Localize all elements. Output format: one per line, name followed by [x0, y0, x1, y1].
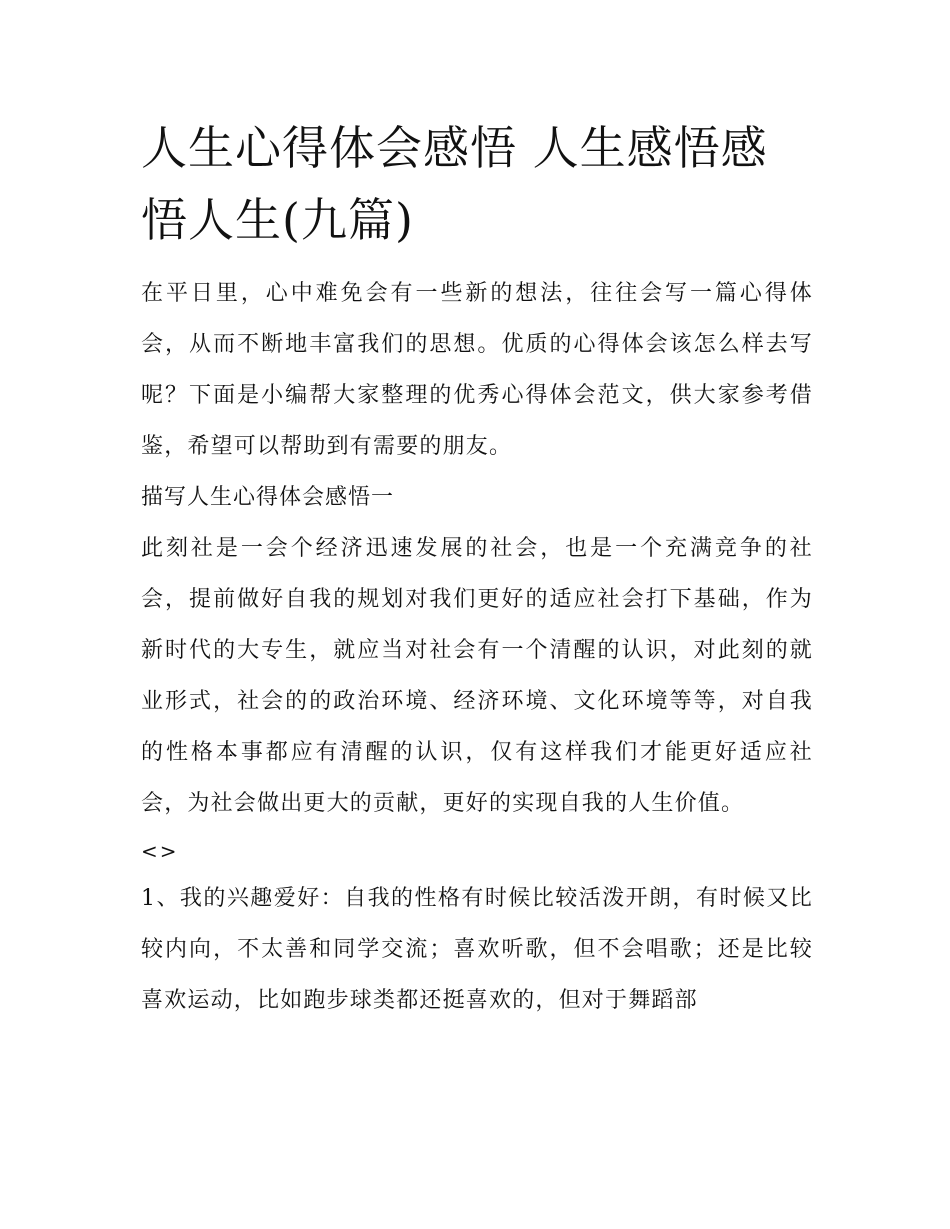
- body-paragraph-1: 此刻社是一会个经济迅速发展的社会，也是一个充满竞争的社会，提前做好自我的规划对我们更好的适应社会打下基础，作为新时代的大专生，就应当对社会有一个清醒的认识，对此刻的就业形式，社会的的政治环境、经济环境、文化环境等等，对自我的性格本事都应有清醒的认识，仅有这样我们才能更好适应社会，为社会做出更大的贡献，更好的实现自我的人生价值。: [141, 536, 813, 816]
- intro-paragraph: 在平日里，心中难免会有一些新的想法，往往会写一篇心得体会，从而不断地丰富我们的思想。优质的心得体会该怎么样去写呢？下面是小编帮大家整理的优秀心得体会范文，供大家参考借鉴，希望可以帮助到有需要的朋友。: [141, 281, 813, 459]
- body-paragraph-2: 1、我的兴趣爱好：自我的性格有时候比较活泼开朗，有时候又比较内向，不太善和同学交流；喜欢听歌，但不会唱歌；还是比较喜欢运动，比如跑步球类都还挺喜欢的，但对于舞蹈部: [141, 886, 813, 1013]
- section-heading: 描写人生心得体会感悟一: [141, 485, 395, 510]
- document-title: 人生心得体会感悟 人生感悟感悟人生(九篇): [141, 121, 768, 247]
- document-page: [141, 112, 813, 1026]
- angle-bracket-marker: <>: [141, 839, 179, 863]
